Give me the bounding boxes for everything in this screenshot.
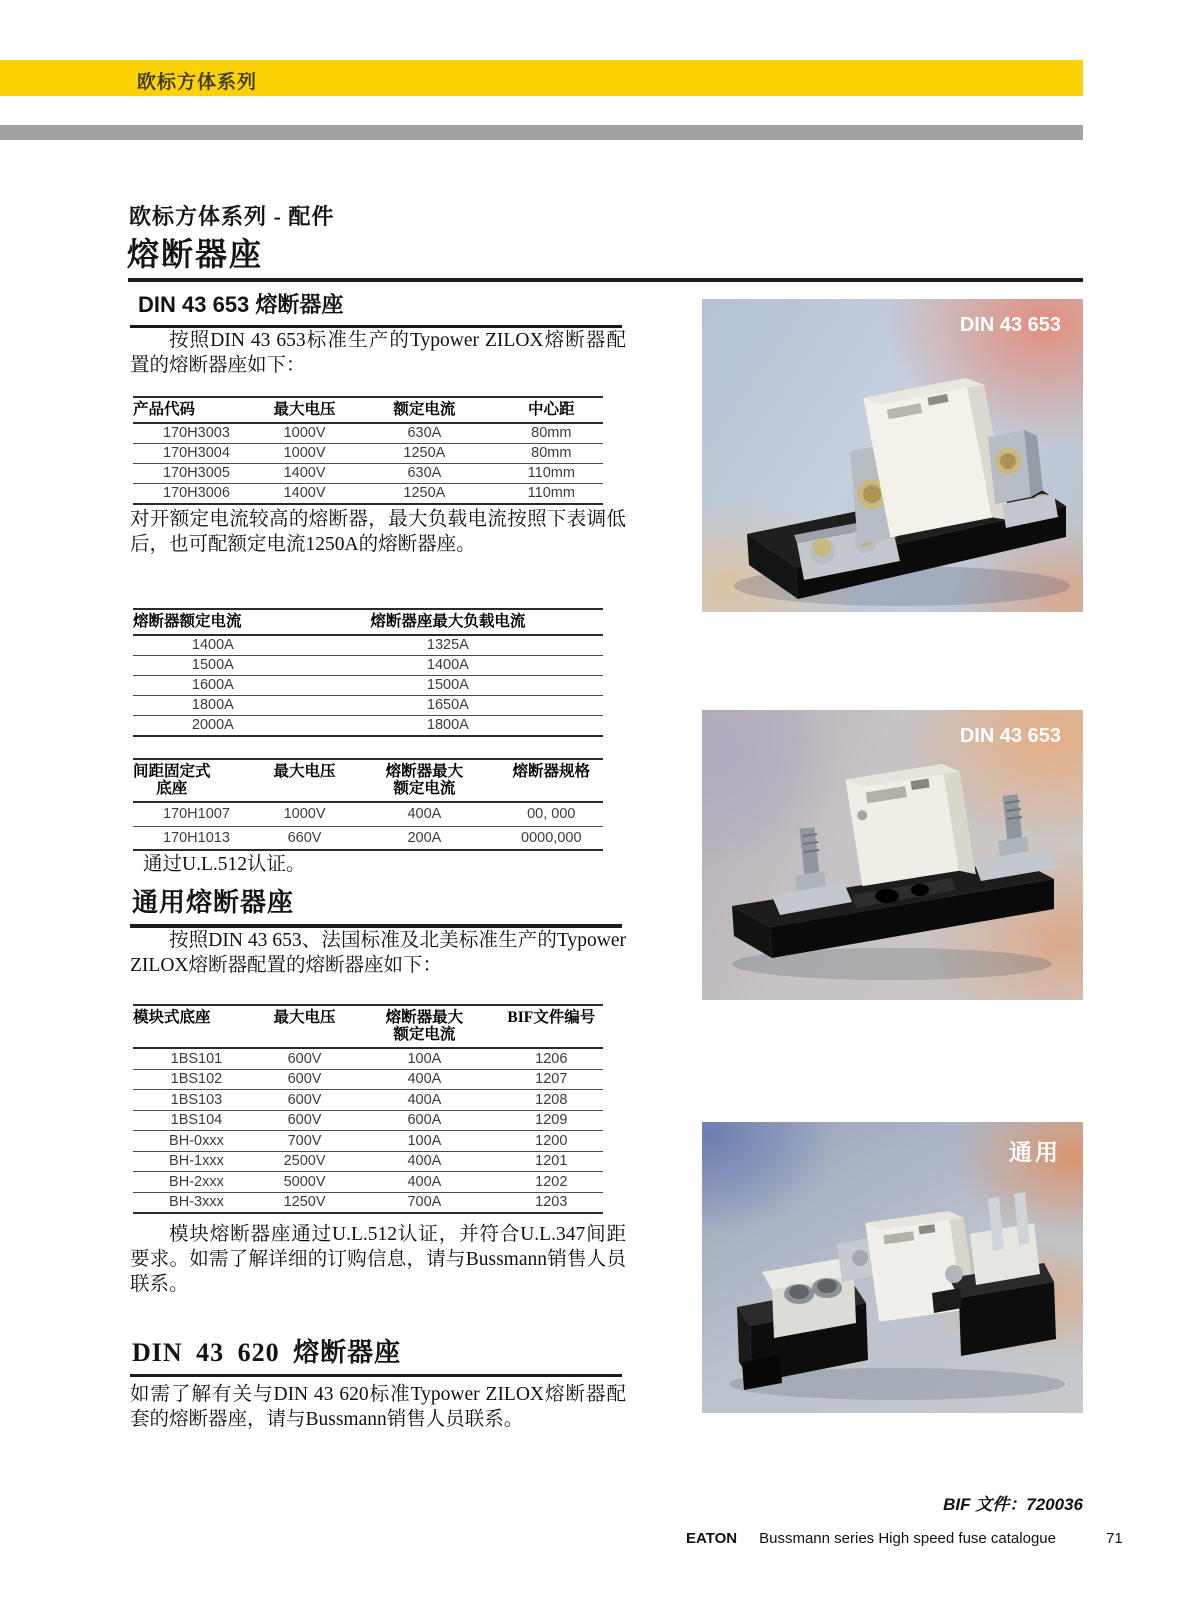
modular-base-table [133,1004,603,1214]
derating-paragraph: 对开额定电流较高的熔断器，最大负载电流按照下表调低后，也可配额定电流1250A的熔断器座。 [130,509,626,555]
table-row: 170H1007 1000V 400A 00, 000 [162,806,576,822]
page-subtitle: 欧标方体系列 - 配件 [129,204,335,229]
column-header: 额定电流 [349,397,499,423]
table-row: 1BS102 600V 400A 1207 [133,1069,603,1090]
table-row: BH-1xxx 2500V 400A 1201 [133,1151,603,1172]
product-photo-din43653-rail [702,710,1083,1000]
photo-label: 通用 [1009,1140,1061,1165]
fixed-base-table [133,758,603,851]
column-header: 最大电压 [260,397,349,423]
footer-catalog-line [686,1530,1056,1547]
page-number: 71 [1106,1530,1123,1547]
catalog-title: Bussmann series High speed fuse catalogue [759,1530,1056,1547]
column-header: 熔断器规格 [500,759,603,802]
product-photo-din43653-holder [702,299,1083,612]
table-row: 1500A 1400A [133,656,603,676]
column-header: 产品代码 [133,397,260,423]
photo-label: DIN 43 653 [959,725,1061,747]
fuse-holder-illustration [702,299,1083,612]
section-heading-din43653: DIN 43 653 熔断器座 [130,288,622,328]
column-header: 间距固定式 底座 [133,759,260,802]
table-row: 1800A 1650A [133,696,603,716]
column-header: 熔断器最大 额定电流 [349,759,499,802]
table-row: BH-3xxx 1250V 700A 1203 [133,1192,603,1213]
din43620-paragraph: 如需了解有关与DIN 43 620标准Typower ZILOX熔断器配套的熔断器座，请与Bussmann销售人员联系。 [130,1384,626,1430]
table-row: 170H3006 1400V 1250A 110mm [133,484,603,505]
table-row: BH-0xxx 700V 100A 1200 [133,1131,603,1152]
derating-table [133,608,603,737]
section-heading-universal: 通用熔断器座 [130,882,622,928]
table-row: 2000A 1800A [133,716,603,737]
table-row: 1BS104 600V 600A 1209 [133,1110,603,1131]
table-row: 1400A 1325A [191,637,469,653]
bif-file-note: BIF 文件：720036 [943,1495,1083,1514]
table-row: 1BS103 600V 400A 1208 [133,1090,603,1111]
universal-intro-paragraph: 按照DIN 43 653、法国标准及北美标准生产的Typower ZILOX熔断器配置的熔断器座如下： [130,930,626,976]
din43653-holder-table [133,396,603,505]
table-row: 1BS101 600V 100A 1206 [170,1050,568,1067]
page-title: 熔断器座 [127,236,264,272]
title-rule [128,278,1083,282]
column-header: 最大电压 [260,759,349,802]
product-photo-universal-holder [702,1122,1083,1413]
photo-label: DIN 43 653 [959,314,1061,336]
column-header: 熔断器额定电流 [133,609,293,635]
column-header: 熔断器座最大负载电流 [293,609,603,635]
table-row: 170H3005 1400V 630A 110mm [133,464,603,484]
column-header: 最大电压 [260,1005,349,1048]
table-row: 170H3004 1000V 1250A 80mm [133,444,603,464]
divider-bar [0,125,1083,140]
series-banner-label: 欧标方体系列 [137,72,258,93]
column-header: BIF文件编号 [500,1005,603,1048]
column-header: 模块式底座 [133,1005,260,1048]
table-row: 170H3003 1000V 630A 80mm [162,425,572,441]
column-header: 熔断器最大 额定电流 [349,1005,499,1048]
fuse-holder-illustration [702,710,1083,1000]
section-heading-din43620: DIN 43 620 熔断器座 [130,1332,622,1377]
modular-note-paragraph: 模块熔断器座通过U.L.512认证，并符合U.L.347间距要求。如需了解详细的订购信息，请与Bussmann销售人员联系。 [130,1224,626,1295]
column-header: 中心距 [500,397,603,423]
brand-name: EATON [686,1530,738,1547]
table-row: 1600A 1500A [133,676,603,696]
din43653-intro-paragraph: 按照DIN 43 653标准生产的Typower ZILOX熔断器配置的熔断器座如下： [130,330,626,376]
series-banner [0,60,1083,96]
table-row: BH-2xxx 5000V 400A 1202 [133,1172,603,1193]
table-row: 170H1013 660V 200A 0000,000 [133,826,603,850]
ul-certification-note: 通过U.L.512认证。 [143,854,306,875]
